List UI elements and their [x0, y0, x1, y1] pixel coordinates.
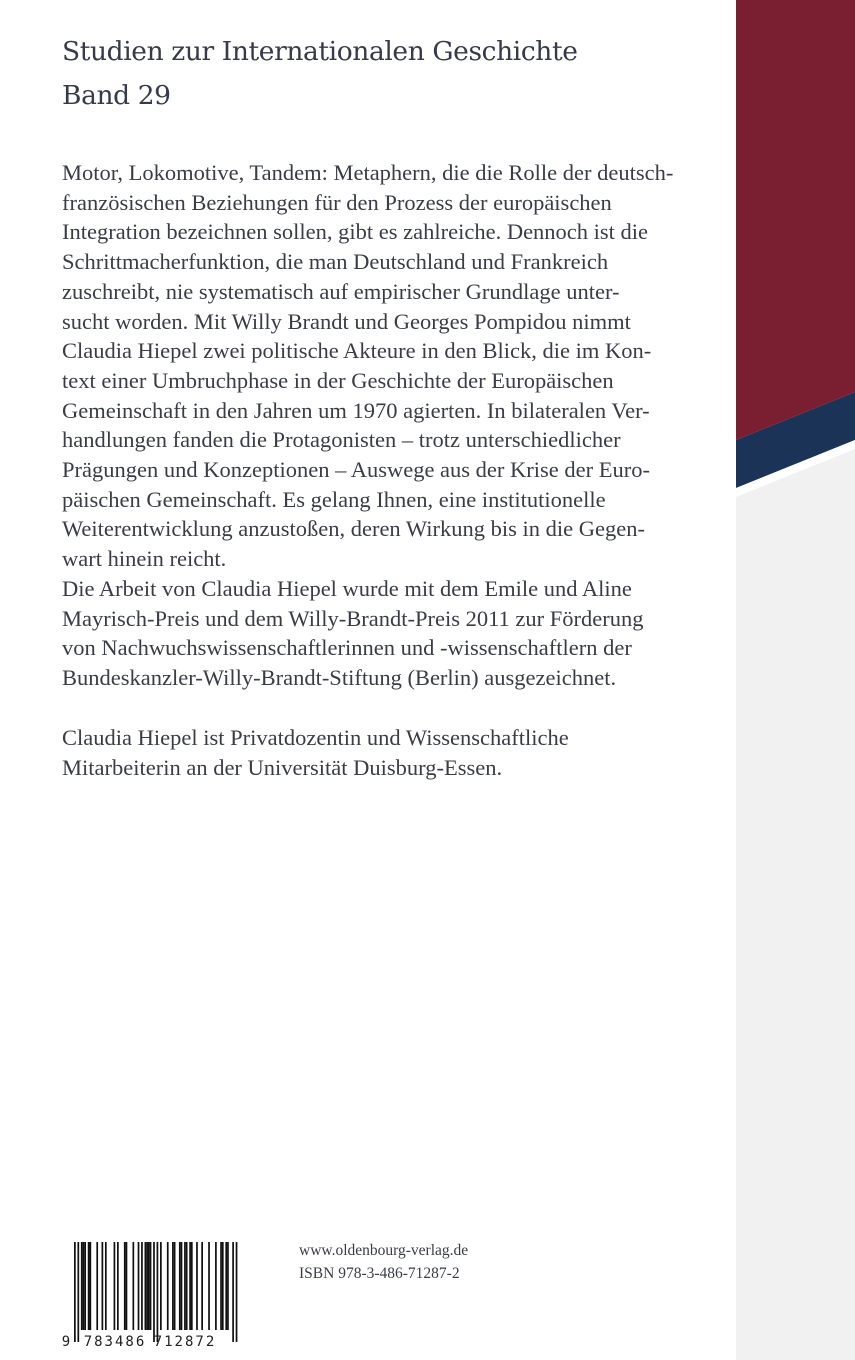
description-line: Bundeskanzler-Willy-Brandt-Stiftung (Berlin) ausgezeichnet. [62, 664, 617, 690]
barcode-bar [172, 1242, 174, 1330]
barcode-bar [236, 1242, 238, 1342]
band-burgundy-area [736, 0, 855, 440]
description-line: Claudia Hiepel zwei politische Akteure in den Blick, die im Kon- [62, 338, 652, 364]
barcode-bar [88, 1242, 90, 1330]
barcode-bar [191, 1242, 193, 1330]
barcode-bar [74, 1242, 76, 1342]
barcode-bar [220, 1242, 222, 1330]
barcode-bar [215, 1242, 217, 1330]
barcode-bar [132, 1242, 134, 1330]
barcode-bar [174, 1242, 176, 1330]
barcode-bar [77, 1242, 79, 1342]
barcode-bar [227, 1242, 229, 1330]
barcode-bar [83, 1242, 85, 1330]
barcode-bar [150, 1242, 152, 1330]
barcode-bar [84, 1242, 86, 1330]
description-line: päischen Gemeinschaft. Es gelang Ihnen, eine institutionelle [62, 486, 606, 512]
isbn-number: ISBN 978-3-486-71287-2 [299, 1265, 460, 1282]
barcode-bar [148, 1242, 150, 1330]
barcode-left-digits: 783486 [83, 1334, 147, 1350]
description-line: sucht worden. Mit Willy Brandt und Georges Pompidou nimmt [62, 308, 631, 334]
series-volume: Band 29 [62, 80, 171, 111]
barcode-bar [167, 1242, 169, 1330]
barcode-bar [146, 1242, 148, 1330]
description-line: handlungen fanden die Protagonisten – trotz unterschiedlicher [62, 427, 621, 453]
barcode-bar [201, 1242, 203, 1330]
barcode-right-digits: 712872 [153, 1334, 217, 1350]
barcode-bar [225, 1242, 227, 1330]
barcode-bar [138, 1242, 140, 1330]
description-line: Motor, Lokomotive, Tandem: Metaphern, die die Rolle der deutsch- [62, 160, 674, 185]
description-line: Gemeinschaft in den Jahren um 1970 agierten. In bilateralen Ver- [62, 397, 650, 423]
series-title-block [62, 30, 702, 118]
barcode-bar [117, 1242, 119, 1330]
barcode-bar [160, 1242, 162, 1330]
barcode-bar [179, 1242, 181, 1330]
barcode-bar [208, 1242, 210, 1330]
barcode-bar [145, 1242, 147, 1330]
barcode-bar [105, 1242, 107, 1330]
barcode-bar [89, 1242, 91, 1330]
barcode-first-digit: 9 [61, 1334, 71, 1350]
barcode-bar [189, 1242, 191, 1330]
series-title: Studien zur Internationalen Geschichte [62, 36, 578, 67]
description-line: Die Arbeit von Claudia Hiepel wurde mit dem Emile und Aline [62, 575, 632, 601]
barcode-bar [102, 1242, 104, 1330]
publisher-info [299, 1239, 468, 1285]
description-line: Weiterentwicklung anzustoßen, deren Wirkung bis in die Gegen- [62, 516, 645, 542]
author-bio-line: Claudia Hiepel ist Privatdozentin und Wissenschaftliche [62, 725, 569, 750]
barcode-bar [196, 1242, 198, 1330]
barcode-bar [157, 1242, 159, 1342]
isbn-barcode [60, 1242, 240, 1350]
barcode-bar [153, 1242, 155, 1342]
description-line: Mayrisch-Preis und dem Willy-Brandt-Preis 2011 zur Förderung [62, 605, 644, 631]
barcode-bars [74, 1242, 237, 1342]
description-line: Prägungen und Konzeptionen – Auswege aus der Krise der Euro- [62, 457, 650, 483]
description-line: von Nachwuchswissenschaftlerinnen und -wissenschaftlern der [62, 635, 632, 661]
description-line: text einer Umbruchphase in der Geschichte der Europäischen [62, 367, 614, 393]
barcode-bar [124, 1242, 126, 1330]
barcode-bar [126, 1242, 128, 1330]
book-description [62, 158, 702, 693]
barcode-bar [114, 1242, 116, 1330]
barcode-bar [141, 1242, 143, 1330]
description-line: wart hinein reicht. [62, 546, 227, 572]
description-line: französischen Beziehungen für den Prozess der europäischen [62, 189, 612, 215]
description-line: Integration bezeichnen sollen, gibt es zahlreiche. Dennoch ist die [62, 219, 649, 245]
description-line: Schrittmacherfunktion, die man Deutschland und Frankreich [62, 249, 609, 275]
barcode-bar [81, 1242, 83, 1330]
barcode-bar [186, 1242, 188, 1330]
publisher-website: www.oldenbourg-verlag.de [299, 1242, 469, 1259]
barcode-bar [184, 1242, 186, 1330]
author-bio-line: Mitarbeiterin an der Universität Duisburg-Essen. [62, 754, 503, 780]
cover-color-band [736, 0, 855, 1360]
barcode-bar [96, 1242, 98, 1330]
description-line: zuschreibt, nie systematisch auf empirischer Grundlage unter- [62, 278, 620, 304]
author-bio [62, 723, 702, 782]
barcode-bar [222, 1242, 224, 1330]
barcode-bar [232, 1242, 234, 1342]
barcode-bar [181, 1242, 183, 1330]
